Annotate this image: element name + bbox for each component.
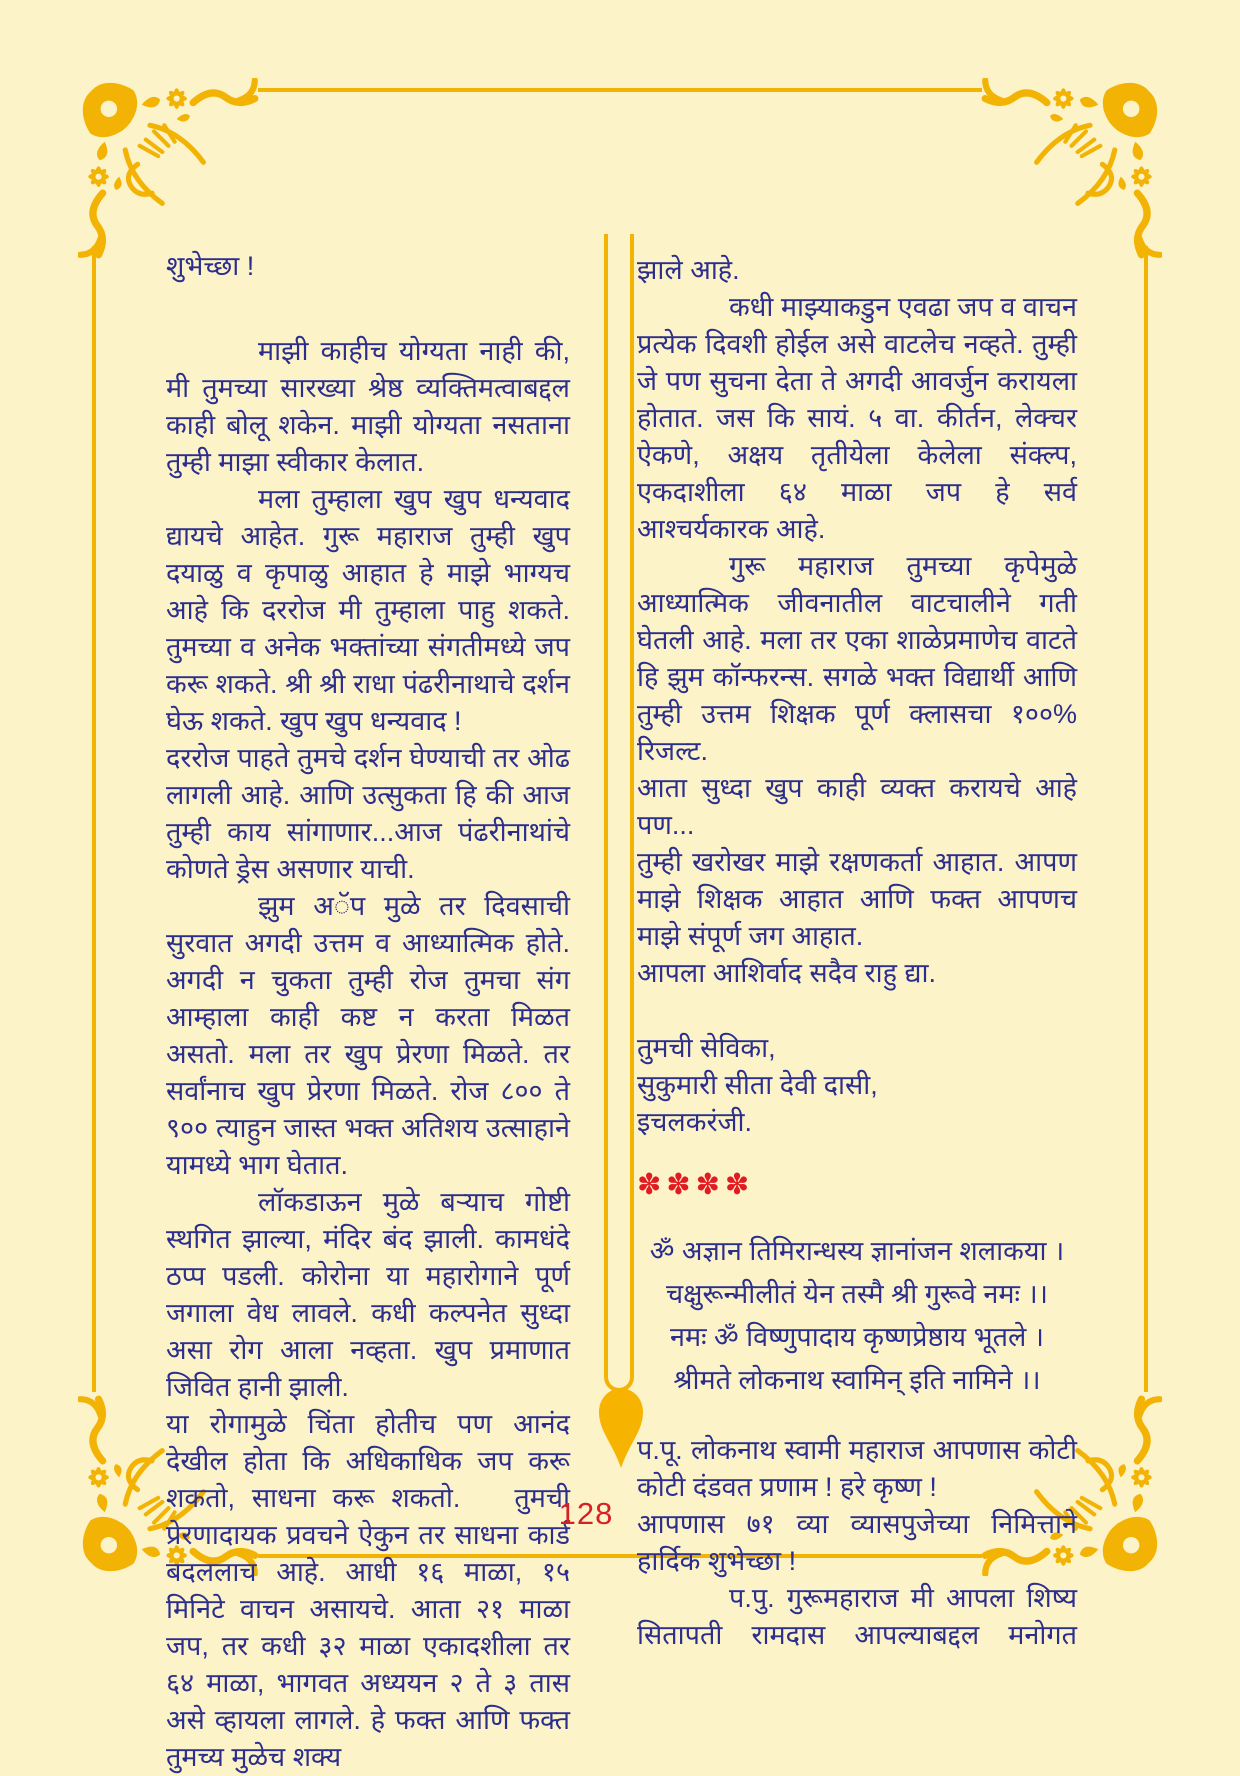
paragraph: मला तुम्हाला खुप खुप धन्यवाद द्यायचे आहेत. गुरू महाराज तुम्ही खुप दयाळु व कृपाळु आहात हे माझे भाग्यच आहे कि दररोज मी तुम्हाला पाहु शकते. तुमच्या व अनेक भक्तांच्या संगतीमध्ये जप करू शकते. श्री श्री राधा पंढरीनाथाचे दर्शन घेऊ शकते. खुप खुप धन्यवाद ! [166,484,570,736]
paragraph: कधी माझ्याकडुन एवढा जप व वाचन प्रत्येक दिवशी होईल असे वाटलेच नव्हते. तुम्ही जे पण सुचना देता ते अगदी आवर्जुन करायला होतात. जस कि सायं. ५ वा. कीर्तन, लेक्चर ऐकणे, अक्षय तृतीयेला केलेला संक्ल्प, एकदाशीला ६४ माळा जप हे सर्व आश्चर्यकारक आहे. [637,292,1077,544]
paragraph: या रोगामुळे चिंता होतीच पण आनंद देखील होता कि अधिकाधिक जप करू शकतो, साधना करू शकतो. तुमची प्रेरणादायक प्रवचने ऐकुन तर साधना कार्ड बदललाच आहे. आधी १६ माळा, १५ मिनिटे वाचन असायचे. आता २१ माळा जप, तर कधी ३२ माळा एकादशीला तर ६४ माळा, भागवत अध्ययन २ ते ३ तास असे व्हायला लागले. हे फक्त आणि फक्त तुमच्य मुळेच शक्य [166,1409,570,1772]
greeting-heading: शुभेच्छा ! [166,251,255,281]
signature-line: तुमची सेविका, [637,1033,776,1063]
paragraph: माझी काहीच योग्यता नाही की, मी तुमच्या सारख्या श्रेष्ठ व्यक्तिमत्वाबद्दल काही बोलू शकेन. माझी योग्यता नसताना तुम्ही माझा स्वीकार केलात. [166,336,570,477]
floral-corner-ornament-icon [78,78,263,263]
paragraph: प.पू. लोकनाथ स्वामी महाराज आपणास कोटी कोटी दंडवत प्रणाम ! हरे कृष्ण ! [637,1435,1077,1502]
paragraph: प.पु. गुरूमहाराज मी आपला शिष्य सितापती रामदास आपल्याबद्दल मनोगत [637,1583,1077,1650]
signature-line: सुकुमारी सीता देवी दासी, [637,1070,878,1100]
shloka-line: नमः ॐ विष्णुपादाय कृष्णप्रेष्ठाय भूतले । [669,1322,1045,1352]
shloka-line: श्रीमते लोकनाथ स्वामिन् इति नामिने ।। [673,1365,1041,1395]
paragraph: झाले आहे. [637,255,740,285]
paragraph: आता सुध्दा खुप काही व्यक्त करायचे आहे पण... [637,773,1077,840]
paragraph: आपला आशिर्वाद सदैव राहु द्या. [637,958,937,988]
right-column [637,252,1077,1654]
signature-line: इचलकरंजी. [637,1107,753,1137]
paragraph: तुम्ही खरोखर माझे रक्षणकर्ता आहात. आपण माझे शिक्षक आहात आणि फक्त आपणच माझे संपूर्ण जग आहात. [637,847,1077,951]
column-divider [604,234,634,1392]
shloka-line: चक्षुरून्मीलीतं येन तस्मै श्री गुरूवे नमः ।। [666,1279,1048,1309]
sanskrit-shloka [637,1230,1077,1402]
left-column [166,248,570,1776]
paragraph: दररोज पाहते तुमचे दर्शन घेण्याची तर ओढ लागली आहे. आणि उत्सुकता हि की आज तुम्ही काय सांगाणार...आज पंढरीनाथांचे कोणते ड्रेस असणार याची. [166,743,570,884]
paragraph: आपणास ७१ व्या व्यासपुजेच्या निमित्ताने हार्दिक शुभेच्छा ! [637,1509,1077,1576]
page-number: 128 [558,1496,614,1531]
paragraph: लॉकडाऊन मुळे बऱ्याच गोष्टी स्थगित झाल्या, मंदिर बंद झाली. कामधंदे ठप्प पडली. कोरोना या महारोगाने पूर्ण जगाला वेध लावले. कधी कल्पनेत सुध्दा असा रोग आला नव्हता. खुप प्रमाणात जिवित हानी झाली. [166,1187,570,1402]
asterisk-separator: ✽✽✽✽ [637,1169,755,1201]
paragraph: झुम अॅप मुळे तर दिवसाची सुरवात अगदी उत्तम व आध्यात्मिक होते. अगदी न चुकता तुम्ही रोज तुमचा संग आम्हाला काही कष्ट न करता मिळत असतो. मला तर खुप प्रेरणा मिळते. तर सर्वांनाच खुप प्रेरणा मिळते. रोज ८०० ते ९०० त्याहुन जास्त भक्त अतिशय उत्साहाने यामध्ये भाग घेतात. [166,891,570,1180]
frame-top-line [258,88,982,92]
frame-left-line [92,246,96,1392]
shloka-line: ॐ अज्ञान तिमिरान्धस्य ज्ञानांजन शलाकया । [649,1236,1065,1266]
floral-corner-ornament-icon [977,78,1162,263]
paragraph: गुरू महाराज तुमच्या कृपेमुळे आध्यात्मिक जीवनातील वाटचालीने गती घेतली आहे. मला तर एका शाळेप्रमाणेच वाटते हि झुम कॉन्फरन्स. सगळे भक्त विद्यार्थी आणि तुम्ही उत्तम शिक्षक पूर्ण क्लासचा १००% रिजल्ट. [637,551,1077,766]
frame-right-line [1144,246,1148,1392]
